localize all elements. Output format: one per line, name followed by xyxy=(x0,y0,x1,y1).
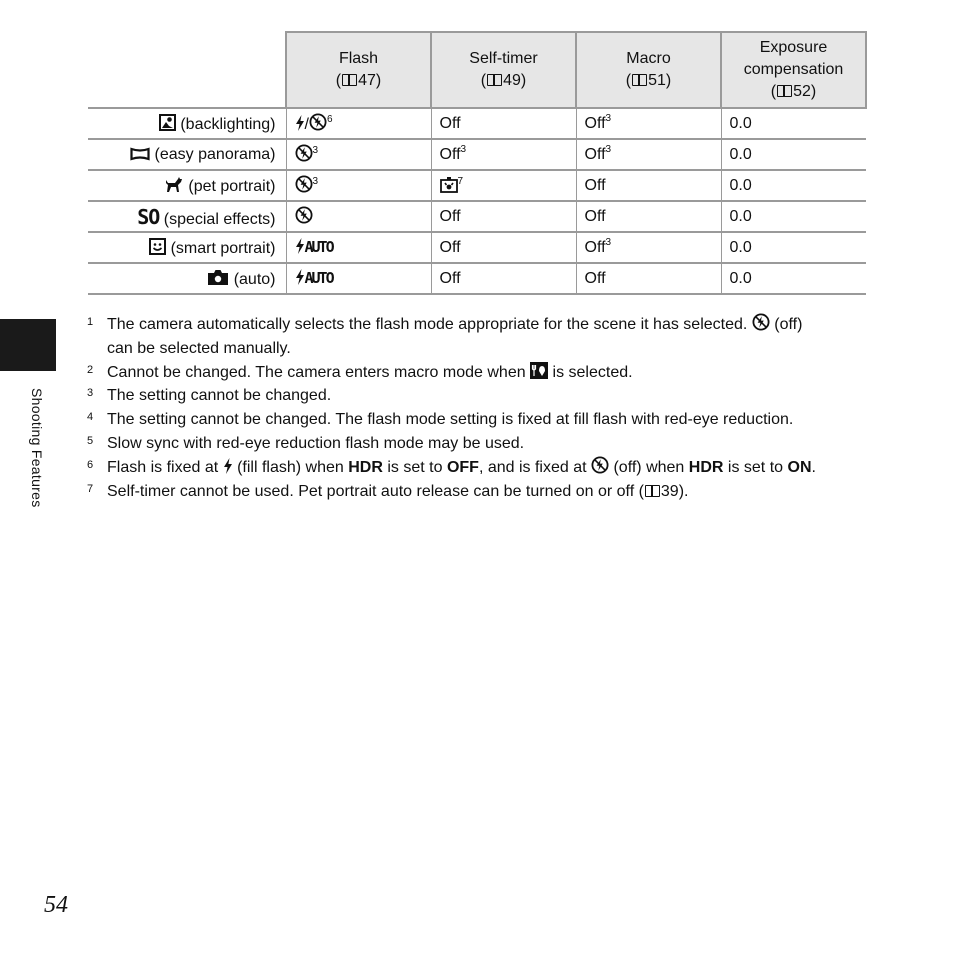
footnotes xyxy=(87,313,877,503)
self-timer-cell: Off xyxy=(431,263,576,294)
book-icon xyxy=(645,485,660,497)
section-label: Shooting Features xyxy=(29,388,45,508)
exposure-cell: 0.0 xyxy=(721,263,866,294)
pet-portrait-icon xyxy=(164,176,184,193)
footnote: 2 Cannot be changed. The camera enters macro mode when is selected. xyxy=(87,363,633,381)
scene-cell: (easy panorama) xyxy=(88,139,286,170)
flash-bolt-icon xyxy=(295,115,305,131)
footnote: 1 The camera automatically selects the flash mode appropriate for the scene it has selected. (off) can be selected manually. xyxy=(87,313,877,361)
flash-bolt-icon xyxy=(295,238,305,254)
exposure-cell: 0.0 xyxy=(721,108,866,139)
macro-cell: Off xyxy=(576,263,721,294)
page-number: 54 xyxy=(44,892,68,918)
table-row xyxy=(88,263,866,294)
scene-cell: (backlighting) xyxy=(88,108,286,139)
book-icon xyxy=(777,85,792,97)
flash-cell xyxy=(286,232,431,263)
table-row xyxy=(88,108,866,139)
flash-off-icon xyxy=(295,206,313,224)
flash-cell: 3 xyxy=(286,170,431,201)
easy-panorama-icon xyxy=(130,147,150,161)
macro-cell: Off$^3$ xyxy=(576,232,721,263)
flash-auto-icon: AUTO xyxy=(304,269,333,287)
pet-auto-release-icon xyxy=(440,176,458,193)
table-row xyxy=(88,201,866,232)
footnote: 6 Flash is fixed at (fill flash) when HDR is set to OFF, and is fixed at (off) when HDR is set to ON. xyxy=(87,456,877,480)
book-icon xyxy=(342,74,357,86)
food-close-up-icon xyxy=(530,362,548,379)
exposure-cell: 0.0 xyxy=(721,232,866,263)
flash-auto-icon: AUTO xyxy=(304,238,333,256)
self-timer-cell: Off xyxy=(431,232,576,263)
book-icon xyxy=(487,74,502,86)
flash-off-icon xyxy=(591,456,609,474)
self-timer-cell: Off xyxy=(431,201,576,232)
backlighting-icon xyxy=(159,114,176,131)
flash-cell xyxy=(286,263,431,294)
flash-off-icon xyxy=(295,175,313,193)
footnote: 3 The setting cannot be changed. xyxy=(87,387,332,405)
macro-cell: Off$^3$ xyxy=(576,139,721,170)
section-tab-marker xyxy=(0,319,56,371)
scene-cell: (smart portrait) xyxy=(88,232,286,263)
flash-off-icon xyxy=(295,144,313,162)
table-row xyxy=(88,232,866,263)
macro-cell: Off xyxy=(576,170,721,201)
exposure-cell: 0.0 xyxy=(721,170,866,201)
smart-portrait-icon xyxy=(149,238,166,255)
self-timer-cell: Off$^3$ xyxy=(431,139,576,170)
self-timer-cell: 7 xyxy=(431,170,576,201)
flash-cell: 3 xyxy=(286,139,431,170)
header-blank-cell xyxy=(88,32,286,108)
table-row xyxy=(88,139,866,170)
book-icon xyxy=(632,74,647,86)
scene-cell: (auto) xyxy=(88,263,286,294)
header-macro: Macro ( 51) xyxy=(576,32,721,108)
flash-off-icon xyxy=(752,313,770,331)
table-row xyxy=(88,170,866,201)
footnote: 4 The setting cannot be changed. The flash mode setting is fixed at fill flash with red-eye reduction. xyxy=(87,411,794,429)
macro-cell: Off$^3$ xyxy=(576,108,721,139)
scene-settings-table xyxy=(88,31,867,295)
flash-bolt-icon xyxy=(223,458,233,474)
flash-cell: / $^6$ xyxy=(286,108,431,139)
flash-cell xyxy=(286,201,431,232)
self-timer-cell: Off xyxy=(431,108,576,139)
flash-off-icon xyxy=(309,113,327,131)
scene-cell: (pet portrait) xyxy=(88,170,286,201)
macro-cell: Off xyxy=(576,201,721,232)
special-effects-icon: SO xyxy=(137,204,160,229)
exposure-cell: 0.0 xyxy=(721,201,866,232)
flash-bolt-icon xyxy=(295,269,305,285)
footnote: 7 Self-timer cannot be used. Pet portrait auto release can be turned on or off ( 39). xyxy=(87,482,689,500)
scene-cell: SO (special effects) xyxy=(88,201,286,232)
footnote: 5 Slow sync with red-eye reduction flash mode may be used. xyxy=(87,434,525,452)
camera-icon xyxy=(207,269,229,286)
header-exposure-compensation: Exposure compensation ( 52) xyxy=(721,32,866,108)
header-flash: Flash ( 47) xyxy=(286,32,431,108)
header-self-timer: Self-timer ( 49) xyxy=(431,32,576,108)
exposure-cell: 0.0 xyxy=(721,139,866,170)
